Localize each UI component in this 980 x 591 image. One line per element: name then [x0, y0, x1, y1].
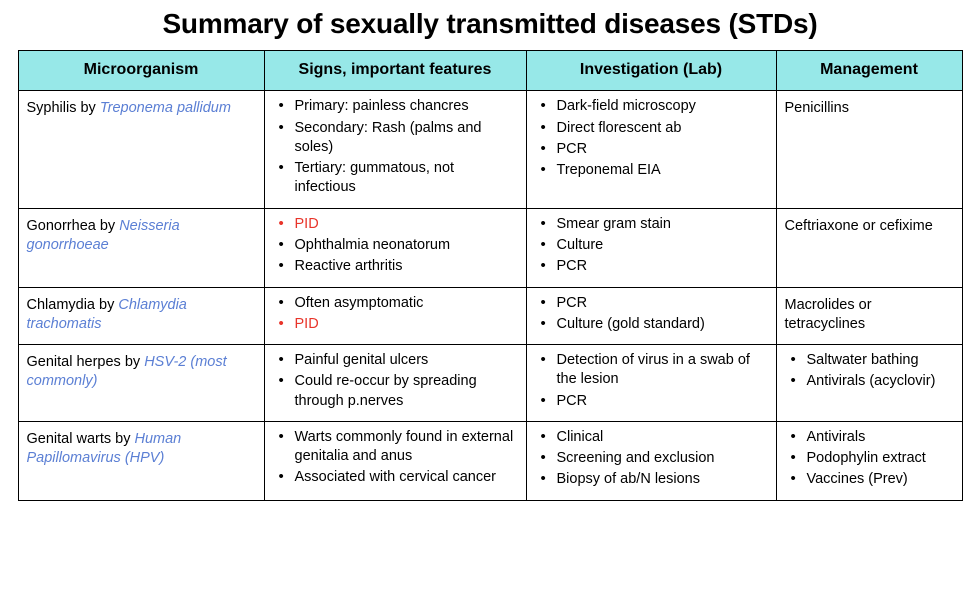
sign-list: [273, 428, 518, 488]
sign-item: • Often asymptomatic: [273, 294, 518, 313]
table-header-row: [18, 51, 962, 91]
document-page: [0, 8, 980, 591]
organism-name: [27, 294, 256, 335]
management-item: • Antivirals: [785, 428, 954, 447]
table-row: [18, 345, 962, 422]
column-header-signs: Signs, important features: [264, 51, 526, 91]
sign-item: • PID: [273, 215, 518, 234]
management-text: Macrolides or tetracyclines: [784, 296, 872, 332]
sign-list: [273, 215, 518, 277]
investigation-item: • Screening and exclusion: [535, 449, 768, 468]
page-title: Summary of sexually transmitted diseases (STDs): [162, 8, 818, 39]
investigation-item: • PCR: [535, 294, 768, 313]
management-item: • Vaccines (Prev): [785, 470, 954, 489]
sign-item: • Warts commonly found in external genitalia and anus: [273, 428, 518, 467]
sign-item: • Ophthalmia neonatorum: [273, 236, 518, 255]
organism-name: [27, 428, 256, 469]
investigation-item: • Treponemal EIA: [535, 161, 768, 180]
cell-microorganism: [18, 208, 264, 287]
investigation-item: • Culture: [535, 236, 768, 255]
cell-signs: [264, 287, 526, 345]
investigation-list: [535, 428, 768, 490]
sign-item: • Reactive arthritis: [273, 257, 518, 276]
sign-item: • Could re-occur by spreading through p.nerves: [273, 372, 518, 411]
table-row: [18, 421, 962, 500]
organism-latin-name: HSV-2 (most commonly): [26, 354, 227, 390]
organism-common-name: Gonorrhea by: [26, 217, 120, 234]
column-header-investigation: Investigation (Lab): [526, 51, 776, 91]
management-list: [785, 351, 954, 392]
sign-list: [273, 97, 518, 197]
management-item: • Antivirals (acyclovir): [785, 372, 954, 391]
investigation-item: • Culture (gold standard): [535, 315, 768, 334]
organism-latin-name: Human Papillomavirus (HPV): [26, 430, 182, 467]
management-text: Ceftriaxone or cefixime: [784, 217, 933, 234]
stds-summary-table: [18, 50, 963, 501]
cell-microorganism: [18, 345, 264, 422]
investigation-list: [535, 215, 768, 277]
investigation-item: • Clinical: [535, 428, 768, 447]
sign-item: • Primary: painless chancres: [273, 97, 518, 116]
sign-item: • Secondary: Rash (palms and soles): [273, 119, 518, 158]
organism-latin-name: Neisseria gonorrhoeae: [26, 217, 180, 253]
investigation-item: • Dark-field microscopy: [535, 97, 768, 116]
investigation-list: [535, 351, 768, 411]
table-row: [18, 91, 962, 208]
table-body: [18, 91, 962, 501]
organism-common-name: Genital warts by: [26, 430, 135, 447]
cell-signs: [264, 345, 526, 422]
table-row: [18, 287, 962, 345]
investigation-item: • Direct florescent ab: [535, 119, 768, 138]
organism-latin-name: Chlamydia trachomatis: [26, 296, 187, 332]
organism-common-name: Genital herpes by: [26, 354, 145, 371]
sign-item: • Tertiary: gummatous, not infectious: [273, 159, 518, 198]
column-header-management: Management: [776, 51, 962, 91]
cell-management: [776, 208, 962, 287]
cell-investigation: [526, 208, 776, 287]
column-header-microorganism: Microorganism: [18, 51, 264, 91]
investigation-list: [535, 294, 768, 335]
cell-management: [776, 345, 962, 422]
investigation-list: [535, 97, 768, 180]
cell-management: [776, 287, 962, 345]
investigation-item: • Detection of virus in a swab of the lesion: [535, 351, 768, 390]
cell-management: [776, 91, 962, 208]
management-list: [785, 428, 954, 490]
cell-microorganism: [18, 421, 264, 500]
sign-item: • Associated with cervical cancer: [273, 468, 518, 487]
cell-signs: [264, 421, 526, 500]
cell-investigation: [526, 91, 776, 208]
investigation-item: • Biopsy of ab/N lesions: [535, 470, 768, 489]
sign-list: [273, 294, 518, 335]
cell-signs: [264, 208, 526, 287]
table-row: [18, 208, 962, 287]
investigation-item: • PCR: [535, 392, 768, 411]
organism-name: [27, 215, 256, 256]
organism-name: [27, 97, 256, 118]
sign-list: [273, 351, 518, 411]
investigation-item: • Smear gram stain: [535, 215, 768, 234]
cell-microorganism: [18, 287, 264, 345]
organism-common-name: Syphilis by: [26, 100, 100, 117]
cell-management: [776, 421, 962, 500]
organism-name: [27, 351, 256, 392]
management-item: • Podophylin extract: [785, 449, 954, 468]
cell-investigation: [526, 421, 776, 500]
cell-microorganism: [18, 91, 264, 208]
organism-common-name: Chlamydia by: [26, 296, 119, 313]
cell-signs: [264, 91, 526, 208]
sign-item: • PID: [273, 315, 518, 334]
cell-investigation: [526, 287, 776, 345]
sign-item: • Painful genital ulcers: [273, 351, 518, 370]
investigation-item: • PCR: [535, 140, 768, 159]
management-text: Penicillins: [784, 100, 849, 117]
organism-latin-name: Treponema pallidum: [99, 100, 231, 117]
cell-investigation: [526, 345, 776, 422]
management-item: • Saltwater bathing: [785, 351, 954, 370]
investigation-item: • PCR: [535, 257, 768, 276]
